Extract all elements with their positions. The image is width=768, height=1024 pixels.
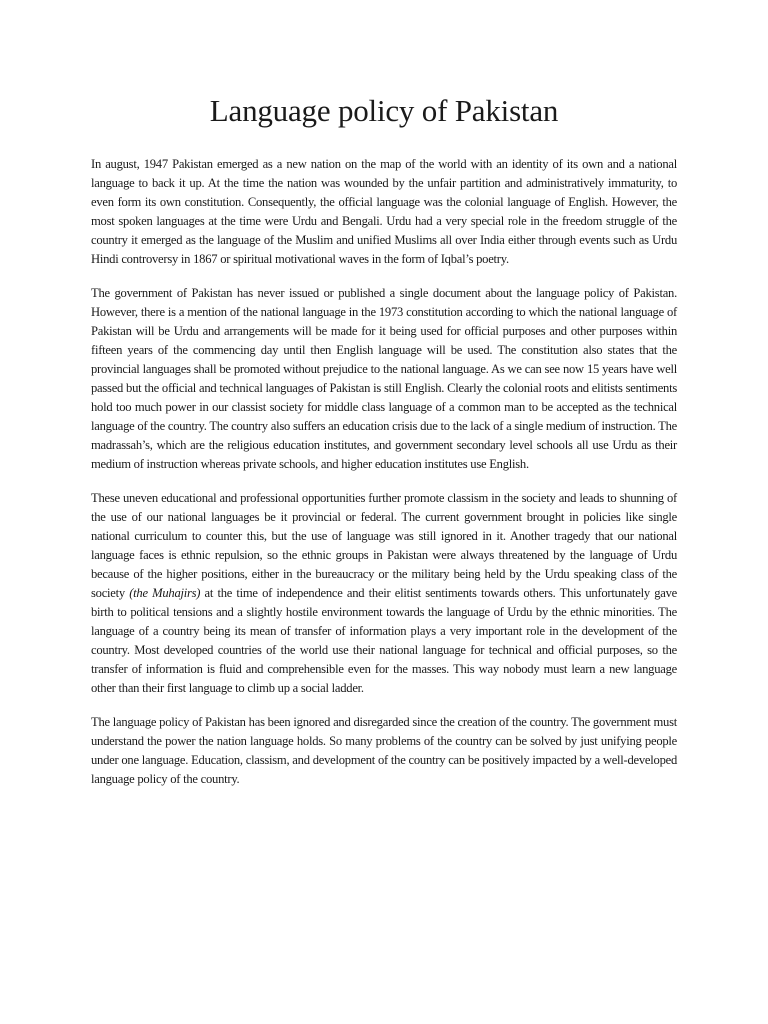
paragraph-conclusion: The language policy of Pakistan has been ignored and disregarded since the creation of the country. The government must understand the power the nation language holds. So many problems of the country can be solved by just unifying people under one language. Education, classism, and development of the country can be positively impacted by a well-developed language policy of the country. — [91, 715, 677, 787]
paragraph-intro: In august, 1947 Pakistan emerged as a new nation on the map of the world with an identity of its own and a national language to back it up. At the time the nation was wounded by the unfair partition and administratively immaturity, to even form its own constitution. Consequently, the official language was the colonial language of English. However, the most spoken languages at the time were Urdu and Bengali. Urdu had a very special role in the freedom struggle of the country it emerged as the language of the Muslim and unified Muslims all over India either through events such as Urdu Hindi controversy in 1867 or spiritual motivational waves in the form of Iqbal’s poetry. — [91, 157, 677, 267]
document-title: Language policy of Pakistan — [209, 93, 559, 128]
paragraph-classism-text-after: at the time of independence and their elitist sentiments towards others. This unfortunately gave birth to political tensions and a slightly hostile environment towards the language of Urdu by the ethnic minorities. The language of a country being its mean of transfer of information plays a very important role in the development of the country. Most developed countries of the world use their national language for technical and official purposes, so the transfer of information is fluid and comprehensible even for the masses. This way nobody must learn a new language other than their first language to climb up a social ladder. — [91, 586, 677, 696]
muhajirs-italic-text: (the Muhajirs) — [129, 586, 201, 601]
paragraph-classism-text-before: These uneven educational and professional opportunities further promote classism in the society and leads to shunning of the use of our national languages be it provincial or federal. The current government brought in policies like single national curriculum to counter this, but the use of language was still ignored in it. Another tragedy that our national language faces is ethnic repulsion, so the ethnic groups in Pakistan were always threatened by the language of Urdu because of the higher positions, either in the bureaucracy or the military being held by the Urdu speaking class of the society — [91, 491, 677, 601]
paragraph-constitution: The government of Pakistan has never issued or published a single document about the language policy of Pakistan. However, there is a mention of the national language in the 1973 constitution according to which the national language of Pakistan will be Urdu and arrangements will be made for it being used for official purposes and other purposes within fifteen years of the commencing day until then English language will be used. The constitution also states that the provincial languages shall be promoted without prejudice to the national language. As we can see now 15 years have well passed but the official and technical languages of Pakistan is still English. Clearly the colonial roots and elitists sentiments hold too much power in our classist society for middle class language of a common man to be accepted as the technical language of the country. The country also suffers an education crisis due to the lack of a single medium of instruction. The madrassah’s, which are the religious education institutes, and government secondary level schools all use Urdu as their medium of instruction whereas private schools, and higher education institutes use English. — [91, 286, 677, 472]
paragraph-classism — [91, 489, 677, 698]
